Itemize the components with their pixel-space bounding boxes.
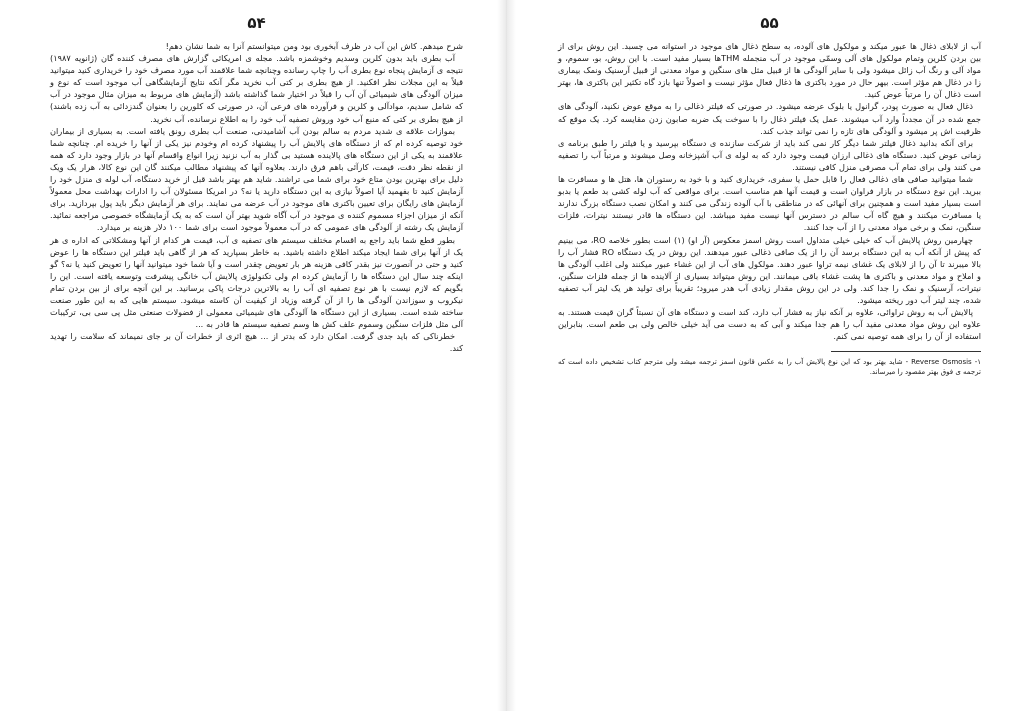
paragraph: بطور قطع شما باید راجع به اقسام مختلف سیستم های تصفیه ی آب، قیمت هر کدام از آنها ومشکلاتی که اداره ی هر یک از آنها برای شما ایجاد میکند اطلاع داشته باشید. به خاطر بسپارید که هر از گاهی باید فیلتر این دستگاه ها را عوض کنید و حتی در آنصورت نیز بقدر کافی هزینه هر بار تعویض چقدر است و آیا شما خود میتوانید آنها را تعویض کنید یا نه؟ گو اینکه چند سال این دستگاه ها را آزمایش کرده ام ولی تکنولوژی پالایش آب خانگی پیشرفت وتوسعه یافته است. این را بگویم که لازم نیست با هر نوع تصفیه ای آب را به بالاترین درجات پاکی برسانید. بر این آنچه برای از بین بردن تمام نیکروب و سوزاندن آلودگی ها را از آن گرفته وزیاد از کیفیت آن کاسته میشود. سیستم هایی که به این طور صنعت ساخته شده است. بسیاری از این دستگاه ها آلودگی های شیمیائی معمولی از فضولات صنعتی مثل پی سی بی، ترکیبات آلی مثل فلزات سنگین وسموم علف کش ها وسم تصفیه سیستم ها قادر به ... <box>50 234 463 330</box>
paragraph: بموازات علاقه ی شدید مردم به سالم بودن آب آشامیدنی، صنعت آب بطری رونق یافته است. به بسیاری از بیماران خود توصیه کرده ام که از دستگاه های پالایش آب را پیشنهاد کرده ام وخودم نیز یکی از آنها را خریده ام. چنانچه شما علاقمند به یکی از این دستگاه های پالاینده هستید بی گذار به آب نزنید زیرا انواع واقسام آنها در بازار وجود دارد که همه از نقطه نظر دقت، قیمت، کارآئی باهم فرق دارند. بعلاوه آنها که پیشنهاد مطالب میکنند گان این نوع کالا، هرار یک ویک دلیل برای بهترین بودن متاع خود برای شما می تراشند. شاید هم بهتر باشد قبل از خرید دستگاه، آب لوله ی منزل خود را آزمایش کنید تا بفهمید آیا اصولاً نیازی به این دستگاه دارید یا نه؟ در امریکا مسئولان آب را ادارات بهداشت محل معمولاً آزمایش های رایگان برای تعیین باکتری های موجود در آب عرضه می نمایند. برای هر آزمایش دیگر باید پول بپردازید. برای آنکه از میزان اجزاء مسموم کننده ی موجود در آب آگاه شوید بهتر آن است که به یک آزمایشگاه خصوصی مراجعه نمائید. آزمایش یک رشته از آلودگی های عمومی که در آب معمولاً موجود است برای شما ۱۰۰ دلار هزینه بر میدارد. <box>50 125 463 233</box>
paragraph: شما میتوانید صافی های ذغالی فعال را قابل حمل یا سفری، خریداری کنید و با خود به رستوران ها، هتل ها و مسافرت ها ببرید. این نوع دستگاه در بازار فراوان است و قیمت آنها هم مناسب است. برای مواقعی که آب لوله کشی بد طعم یا بدبو است بسیار مفید است و همچنین برای آنهائی که در مناطقی با آب آلوده زندگی می کنند و امکان نصب دستگاه بزرگ ندارند یا مسافرت میکنند و هیچ گاه آب سالم در دسترس آنها نیست مفید میباشد. این دستگاه ها قادر نیستند نیترات، فلزات سنگین، نمک و برخی مواد معدنی را از آب جدا کنند. <box>558 174 981 233</box>
page-number: ۵۴ <box>247 14 266 32</box>
footnote: ۱- Reverse Osmosis - شاید بهتر بود که این نوع پالایش آب را به عکس قانون اسمز ترجمه میشد ولی مترجم کتاب تشخیص داده است که ترجمه ی فوق بهتر مقصود را میرساند. <box>558 358 981 377</box>
paragraph: پالایش آب به روش تراوائی، علاوه بر آنکه نیاز به فشار آب دارد، کند است و دستگاه های آن نسبتاً گران قیمت هستند. به علاوه این روش مواد معدنی مفید آب را هم جدا میکند و آبی که به دست می آید خیلی خالص ولی بی طعم است. بنابراین استفاده از آن را برای همه توصیه نمی کنم. <box>558 307 981 342</box>
right-page <box>518 0 1013 711</box>
book-gutter <box>497 0 516 711</box>
left-page <box>0 0 495 711</box>
page-number: ۵۵ <box>760 14 779 32</box>
paragraph: برای آنکه بدانید ذغال فیلتر شما دیگر کار نمی کند باید از شرکت سازنده ی دستگاه بپرسید و یا فیلتر را طبق برنامه ی زمانی عوض کنید. دستگاه های ذغالی ارزان قیمت وجود دارد که به لوله ی آب آشپزخانه وصل میشوند و مرتباً آب را تصفیه می کنند ولی برای تمام آب مصرفی منزل کافی نیستند. <box>558 137 981 172</box>
footnote-divider <box>831 351 981 352</box>
paragraph: آب از لابلای ذغال ها عبور میکند و مولکول های آلوده، به سطح ذغال های موجود در استوانه می چسبد. این روش برای از بین بردن کلرین وتمام مولکول های آلی وسمّی موجود در آب منجمله THMها بسیار مفید است. با این روش، بو، سموم، و مواد آلی و رنگ آب زائل میشود ولی با سایر آلودگی ها از قبیل مثل های سنگین و مواد معدنی از قبیل آرسنیک ونمک بیماری زا در ذغال هم مؤثر است. بیهر حال در مورد باکتری ها ذغال فعال مؤثر نیست و اصولاً تنها بازد گاه تکثیر این باکتری ها، بهتر است ذغال آن را مرتباً عوض کنید. <box>558 41 981 100</box>
paragraph: چهارمین روش پالایش آب که خیلی خیلی متداول است روش اسمز معکوس (آر او) (۱) است بطور خلاصه RO، می بینیم که پیش از آنکه آب به این دستگاه برسد آن را از یک صافی ذغالی عبور میدهند. این روش در یک دستگاه RO فشار آب را بالا میبرند تا آن را از لابلای یک غشای نیمه تراوا عبور دهند. مولکول های آب از این غشاء عبور میکنند ولی اغلب آلودگی ها و املاح و مواد معدنی و باکتری ها پشت غشاء باقی میمانند. این روش میتواند بسیاری از آلاینده ها از جمله فلزات سنگین، نیترات، آرسنیک و نمک را جدا کند. ولی در این روش مقدار زیادی آب هدر میرود؛ تقریباً برای تولید هر یک لیتر آب تصفیه شده، چند لیتر آب دور ریخته میشود. <box>558 234 981 305</box>
paragraph: شرح میدهم. کاش این آب در ظرف آبخوری بود ومن میتوانستم آنرا به شما نشان دهم! <box>165 41 463 51</box>
paragraph: ذغال فعال به صورت پودر، گرانول یا بلوک عرضه میشود. در صورتی که فیلتر ذغالی را به موقع عوض نکنید، آلودگی های جمع شده در آن مجدداً وارد آب میشوند. عمل یک فیلتر ذغال را با سوخت یک ضربه صابون زدن مقایسه کرد. یک موقع که ظرفیت اش پر میشود و آلودگی های تازه را نمی تواند جذب کند. <box>558 101 981 136</box>
paragraph: آب بطری باید بدون کلرین وسدیم وخوشمزه باشد. مجله ی امریکائی گزارش های مصرف کننده گان (ژانویه ۱۹۸۷) نتیجه ی آزمایش پنجاه نوع بطری آب را چاپ رسانده وچنانچه شما علاقمند آب مورد مصرف خود را خریداری کنید میتوانید قبلاً به این مجلات نظر افکنید. از هیچ بطری بر کتی آب نخرید مگر آنکه نتایج آزمایشگاهی آب موجود است که نوع و میزان آلودگی های شیمیائی آن آب را قبلاً در اختیار شما گذاشته باشد (آزمایش های مربوط به میزان مثال موجود در آب که شامل سدیم، موادآلی و کلرین و فرآورده های فرعی آن، در صورتی که کلورین را بعنوان گندزدائی به آب زده باشند) از هیچ بطری بر کتی که منبع آب خود وروش تصفیه آب خود را به اطلاع نرسانده، آب نخرید. <box>50 53 463 124</box>
paragraph: خطرناکی که باید جدی گرفت. امکان دارد که بدتر از ... هیچ اثری از خطرات آن بر جای نمیماند که سلامت را تهدید کند. <box>50 331 463 354</box>
